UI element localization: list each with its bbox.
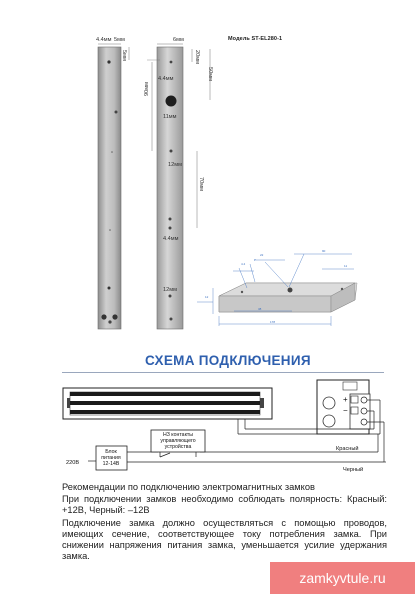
controller-contact [160,452,196,457]
schema-title: СХЕМА ПОДКЛЮЧЕНИЯ [145,353,311,368]
model-label: Модель ST-EL280-1 [228,36,283,42]
terminal-minus: − [343,406,348,415]
dim-label-4-4-right: 4.4мм [158,76,174,82]
dim-label-4-4-bottom: 4.4мм [163,236,179,242]
svg-text:4.4: 4.4 [241,262,246,266]
dim-label-5-top: 5мм [114,37,125,43]
dim-label-70: 70мм [198,177,204,191]
recommendation-heading: Рекомендации по подключению электромагнитных замков [62,482,315,492]
svg-text:11: 11 [344,264,348,268]
power-unit-line-1: Блок [105,449,117,455]
dim-label-12b: 12мм [163,287,177,293]
armature-plate-side [98,47,121,329]
black-wire-label: Черный [343,467,364,473]
polarity-paragraph: При подключении замков необходимо соблюдать полярность: Красный: +12В, Черный: –12В [62,494,387,515]
svg-text:178: 178 [270,320,276,324]
svg-text:22: 22 [260,253,264,257]
dim-label-11: 11мм [163,114,177,120]
dim-label-4-4-top: 4.4мм [96,37,112,43]
controller-line-1: НЗ контакты [162,432,194,438]
voltage-label: 220В [66,460,80,466]
wiring-diagram [0,372,415,480]
armature-plate-3d [219,283,357,312]
controller-line-2: управляющего [160,438,196,444]
svg-text:7: 7 [254,258,256,262]
power-unit-line-3: 12-14В [102,461,120,467]
dim-label-5-side: 5мм [121,50,127,61]
magnet-body [63,388,272,419]
dim-label-12a: 12мм [168,162,182,168]
controller-line-3: устройства [164,444,192,450]
svg-text:38: 38 [258,307,262,311]
controller-text [160,432,195,450]
dim-label-6: 6мм [173,37,184,43]
red-wire-label: Красный [336,446,359,452]
dim-label-20: 20мм [194,50,200,64]
svg-text:90: 90 [322,249,326,253]
site-watermark: zamkyvtule.ru [270,562,415,594]
connection-paragraph: Подключение замка должно осуществляться с помощью проводов, имеющих сечение, соответствующее току потребления замка. При снижении напряжения питания замка, уменьшается усилие удержания замка. [62,518,387,561]
svg-text:12: 12 [205,295,209,299]
dim-label-90: 90мм [144,82,150,96]
terminal-plus: + [343,395,348,404]
dim-label-50: 50мм [207,67,213,81]
power-unit-line-2: питания [101,455,121,461]
